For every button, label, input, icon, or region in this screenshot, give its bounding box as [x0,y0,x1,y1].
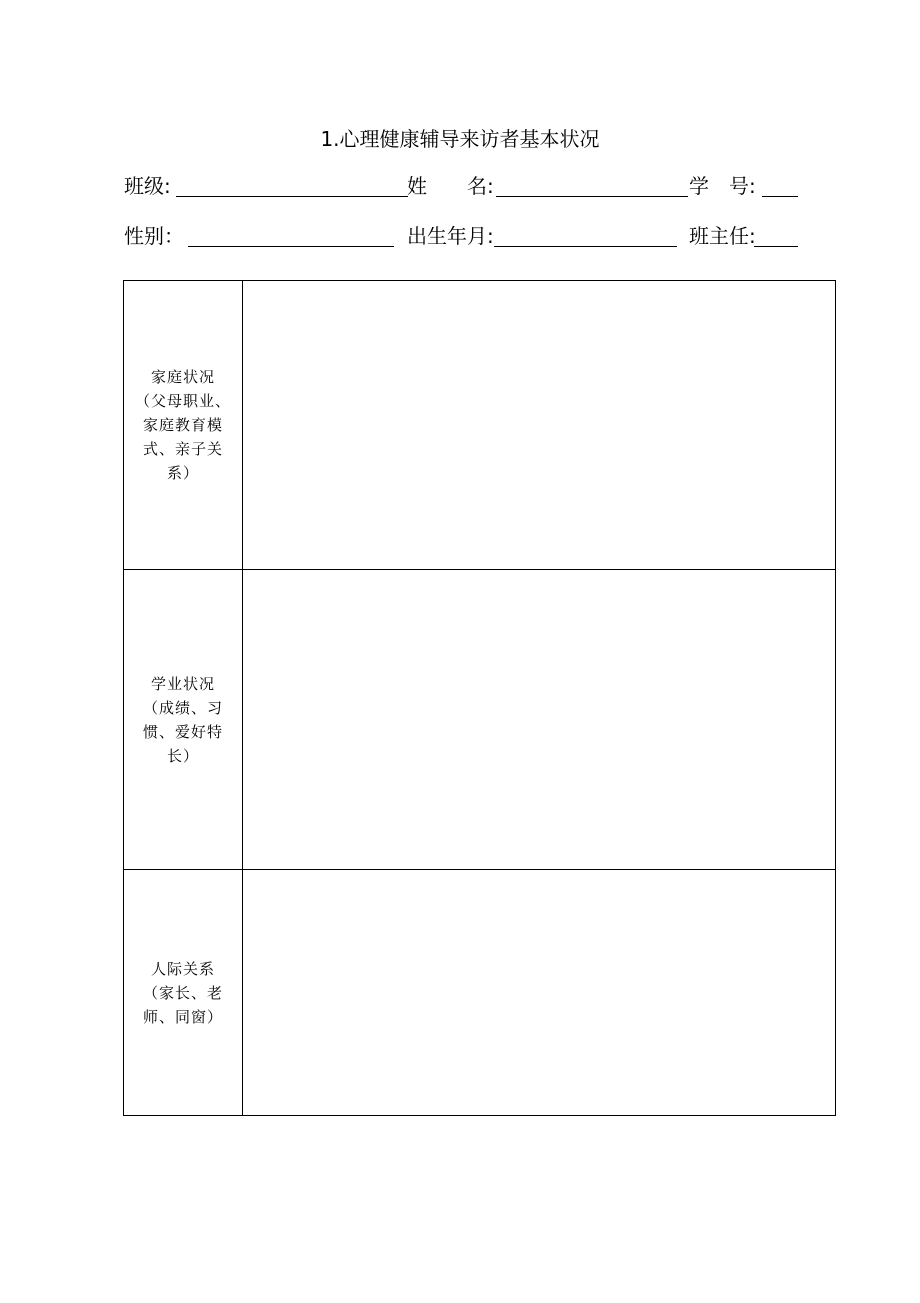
class-label: 班级: [124,174,171,198]
relations-label [135,957,231,1029]
student-id-field-line[interactable] [762,196,798,197]
table-row-family [124,281,835,569]
relations-content-cell[interactable] [243,870,835,1115]
table-row-academic [124,569,835,869]
class-field-line[interactable] [176,196,408,197]
academic-label-cell [124,570,243,869]
student-id-label: 学 号: [689,174,756,198]
birth-field-line[interactable] [494,246,677,247]
family-content-cell[interactable] [243,281,835,569]
name-label: 姓 名: [407,174,494,198]
relations-label-detail: （家长、老师、同窗） [142,983,223,1026]
head-teacher-field-line[interactable] [754,246,798,247]
academic-content-cell[interactable] [243,570,835,869]
name-field-line[interactable] [496,196,688,197]
relations-label-title: 人际关系 [150,959,215,978]
academic-label-detail: （成绩、习惯、爱好特长） [142,698,223,765]
info-row-2 [124,221,804,251]
table-row-relations [124,869,835,1115]
relations-label-cell [124,870,243,1115]
family-label-detail: （父母职业、家庭教育模式、亲子关系） [135,392,232,482]
info-row-1 [124,171,804,201]
family-label [135,365,231,485]
academic-label-title: 学业状况 [150,674,215,693]
birth-label: 出生年月: [407,224,494,248]
gender-label: 性别： [124,224,184,248]
family-label-cell [124,281,243,569]
gender-field-line[interactable] [188,246,394,247]
page-title: 1.心理健康辅导来访者基本状况 [320,127,600,151]
family-label-title: 家庭状况 [150,368,215,386]
info-table [123,280,836,1116]
academic-label [135,672,231,768]
head-teacher-label: 班主任: [689,224,756,248]
